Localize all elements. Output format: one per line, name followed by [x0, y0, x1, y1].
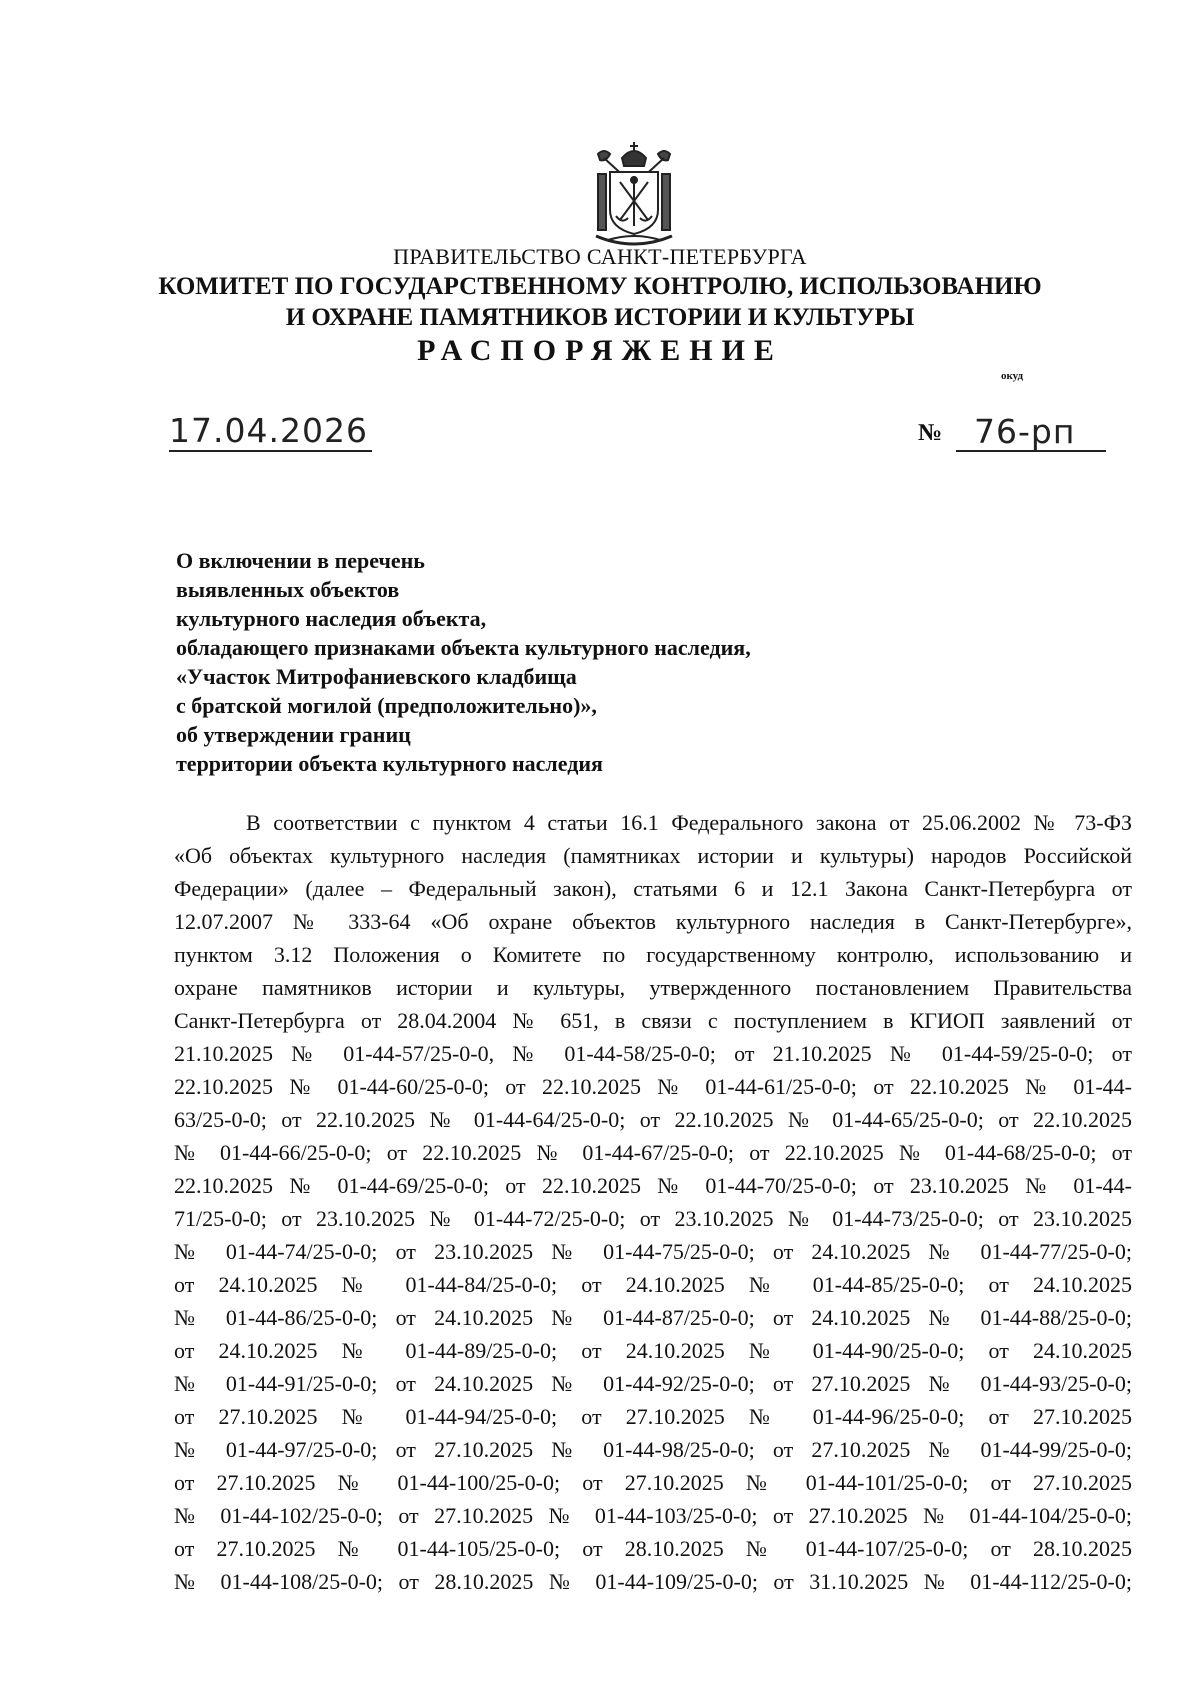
body-line: от 27.10.2025 № 01-44-100/25-0-0; от 27.10.2025 № 01-44-101/25-0-0; от 27.10.2025: [174, 1470, 1132, 1495]
subject-line: «Участок Митрофаниевского кладбища: [176, 664, 577, 689]
subject-line: культурного наследия объекта,: [176, 606, 487, 631]
body-line: 63/25-0-0; от 22.10.2025 № 01-44-64/25-0-0; от 22.10.2025 № 01-44-65/25-0-0; от 22.10.2025: [174, 1107, 1132, 1132]
number-label: №: [918, 420, 943, 446]
body-line: № 01-44-91/25-0-0; от 24.10.2025 № 01-44-92/25-0-0; от 27.10.2025 № 01-44-93/25-0-0;: [174, 1371, 1132, 1396]
body-line: № 01-44-86/25-0-0; от 24.10.2025 № 01-44-87/25-0-0; от 24.10.2025 № 01-44-88/25-0-0;: [174, 1305, 1132, 1330]
document-number: 76-рп: [974, 412, 1076, 451]
body-line: Федерации» (далее – Федеральный закон), статьями 6 и 12.1 Закона Санкт-Петербурга от: [174, 876, 1132, 901]
body-line: № 01-44-66/25-0-0; от 22.10.2025 № 01-44-67/25-0-0; от 22.10.2025 № 01-44-68/25-0-0; от: [174, 1140, 1132, 1165]
saint-petersburg-emblem-icon: [588, 140, 680, 248]
body-line: 71/25-0-0; от 23.10.2025 № 01-44-72/25-0-0; от 23.10.2025 № 01-44-73/25-0-0; от 23.10.2025: [174, 1206, 1132, 1231]
subject-line: выявленных объектов: [176, 577, 400, 602]
body-line: «Об объектах культурного наследия (памятниках истории и культуры) народов Российской: [174, 843, 1132, 868]
subject-line: О включении в перечень: [176, 548, 425, 573]
body-line: № 01-44-102/25-0-0; от 27.10.2025 № 01-44-103/25-0-0; от 27.10.2025 № 01-44-104/25-0-0;: [174, 1503, 1132, 1528]
body-line: В соответствии с пунктом 4 статьи 16.1 Федерального закона от 25.06.2002 № 73-ФЗ: [246, 810, 1132, 835]
body-line: от 24.10.2025 № 01-44-84/25-0-0; от 24.10.2025 № 01-44-85/25-0-0; от 24.10.2025: [174, 1272, 1132, 1297]
okud-label: окуд: [1001, 370, 1024, 382]
committee-line: КОМИТЕТ ПО ГОСУДАРСТВЕННОМУ КОНТРОЛЮ, ИСПОЛЬЗОВАНИЮ: [158, 273, 1042, 300]
body-line: 12.07.2007 № 333-64 «Об охране объектов культурного наследия в Санкт-Петербурге»,: [174, 909, 1132, 934]
government-name: ПРАВИТЕЛЬСТВО САНКТ-ПЕТЕРБУРГА: [393, 244, 807, 269]
body-line: 22.10.2025 № 01-44-60/25-0-0; от 22.10.2025 № 01-44-61/25-0-0; от 22.10.2025 № 01-44-: [174, 1074, 1132, 1099]
body-line: от 24.10.2025 № 01-44-89/25-0-0; от 24.10.2025 № 01-44-90/25-0-0; от 24.10.2025: [174, 1338, 1132, 1363]
document-number-block: [918, 414, 1108, 454]
subject-line: обладающего признаками объекта культурного наследия,: [176, 635, 751, 660]
body-line: от 27.10.2025 № 01-44-105/25-0-0; от 28.10.2025 № 01-44-107/25-0-0; от 28.10.2025: [174, 1536, 1132, 1561]
body-line: № 01-44-97/25-0-0; от 27.10.2025 № 01-44-98/25-0-0; от 27.10.2025 № 01-44-99/25-0-0;: [174, 1437, 1132, 1462]
subject-line: об утверждении границ: [176, 722, 411, 747]
committee-name: [0, 271, 1200, 333]
body-line: от 27.10.2025 № 01-44-94/25-0-0; от 27.10.2025 № 01-44-96/25-0-0; от 27.10.2025: [174, 1404, 1132, 1429]
body-line: 21.10.2025 № 01-44-57/25-0-0, № 01-44-58/25-0-0; от 21.10.2025 № 01-44-59/25-0-0; от: [174, 1041, 1132, 1066]
document-type-title: РАСПОРЯЖЕНИЕ: [417, 334, 783, 367]
body-line: охране памятников истории и культуры, утвержденного постановлением Правительства: [174, 975, 1132, 1000]
body-line: № 01-44-74/25-0-0; от 23.10.2025 № 01-44-75/25-0-0; от 24.10.2025 № 01-44-77/25-0-0;: [174, 1239, 1132, 1264]
body-line: Санкт-Петербурга от 28.04.2004 № 651, в связи с поступлением в КГИОП заявлений от: [174, 1008, 1132, 1033]
subject-line: территории объекта культурного наследия: [176, 751, 603, 776]
document-date: 17.04.2026: [169, 412, 372, 452]
document-body: [174, 806, 1132, 1598]
body-line: пунктом 3.12 Положения о Комитете по государственному контролю, использованию и: [174, 942, 1132, 967]
body-line: 22.10.2025 № 01-44-69/25-0-0; от 22.10.2025 № 01-44-70/25-0-0; от 23.10.2025 № 01-44-: [174, 1173, 1132, 1198]
body-line: № 01-44-108/25-0-0; от 28.10.2025 № 01-44-109/25-0-0; от 31.10.2025 № 01-44-112/25-0-0;: [174, 1569, 1132, 1594]
subject-line: с братской могилой (предположительно)»,: [176, 693, 597, 718]
document-subject: [176, 546, 751, 778]
committee-line: И ОХРАНЕ ПАМЯТНИКОВ ИСТОРИИ И КУЛЬТУРЫ: [285, 304, 915, 331]
